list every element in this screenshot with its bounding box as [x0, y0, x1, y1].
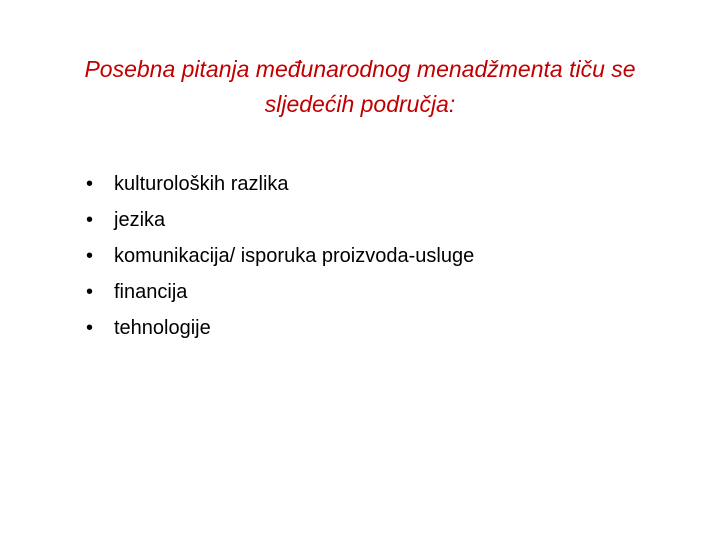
list-item-label: financija	[114, 281, 188, 303]
slide-title-line-2: sljedećih područja:	[264, 91, 456, 117]
bullet-icon: •	[86, 209, 94, 231]
list-item-label: tehnologije	[114, 317, 211, 339]
bullet-icon: •	[86, 281, 94, 303]
list-item-label: jezika	[114, 209, 166, 231]
list-item-label: komunikacija/ isporuka proizvoda-usluge	[114, 245, 475, 267]
bullet-icon: •	[86, 245, 94, 267]
bullet-icon: •	[86, 173, 94, 195]
slide-title-line-1: Posebna pitanja međunarodnog menadžmenta tiču se	[84, 56, 636, 82]
list-item-label: kulturoloških razlika	[114, 173, 289, 195]
bullet-icon: •	[86, 317, 94, 339]
slide-title	[40, 52, 680, 122]
